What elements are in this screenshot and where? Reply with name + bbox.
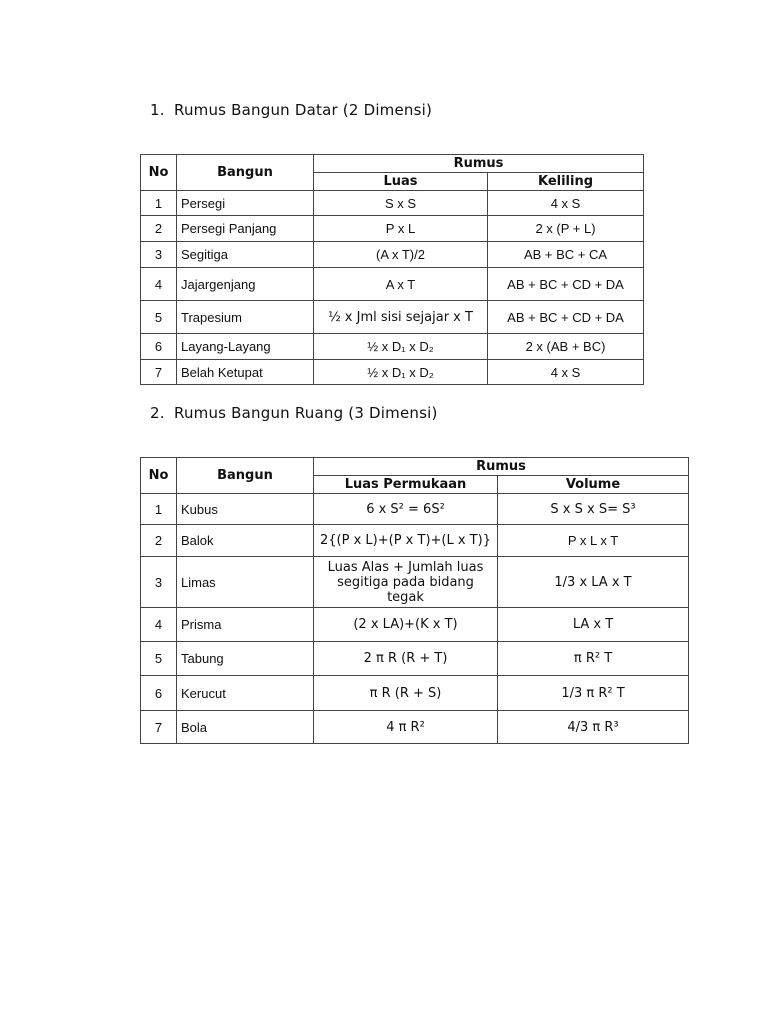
table-row bbox=[141, 711, 689, 744]
table-row bbox=[141, 642, 689, 676]
row-keliling: AB + BC + CD + DA bbox=[488, 301, 644, 334]
header-luas-permukaan: Luas Permukaan bbox=[314, 476, 498, 494]
section-1-title-text: Rumus Bangun Datar (2 Dimensi) bbox=[174, 101, 433, 119]
row-bangun: Persegi Panjang bbox=[177, 216, 314, 242]
table-row bbox=[141, 242, 644, 268]
row-volume: 1/3 π R² T bbox=[498, 676, 689, 711]
row-luas: A x T bbox=[314, 268, 488, 301]
row-bangun: Balok bbox=[177, 525, 314, 557]
row-volume: S x S x S= S³ bbox=[498, 494, 689, 525]
table-row bbox=[141, 360, 644, 385]
row-luas: ½ x D₁ x D₂ bbox=[314, 360, 488, 385]
row-no: 5 bbox=[141, 301, 177, 334]
section-1-number: 1. bbox=[150, 101, 165, 119]
header-rumus: Rumus bbox=[314, 155, 644, 173]
table-row bbox=[141, 268, 644, 301]
table-bangun-ruang bbox=[140, 457, 689, 744]
row-luas-permukaan: 2 π R (R + T) bbox=[314, 642, 498, 676]
table-row bbox=[141, 301, 644, 334]
row-no: 5 bbox=[141, 642, 177, 676]
header-no: No bbox=[141, 155, 177, 191]
table-row bbox=[141, 676, 689, 711]
row-no: 2 bbox=[141, 525, 177, 557]
row-luas-permukaan: (2 x LA)+(K x T) bbox=[314, 608, 498, 642]
row-keliling: AB + BC + CD + DA bbox=[488, 268, 644, 301]
row-luas: ½ x D₁ x D₂ bbox=[314, 334, 488, 360]
row-volume: 1/3 x LA x T bbox=[498, 557, 689, 608]
row-bangun: Layang-Layang bbox=[177, 334, 314, 360]
table-row bbox=[141, 334, 644, 360]
header-volume: Volume bbox=[498, 476, 689, 494]
row-keliling: 2 x (P + L) bbox=[488, 216, 644, 242]
table-bangun-datar bbox=[140, 154, 644, 385]
row-no: 6 bbox=[141, 676, 177, 711]
row-no: 4 bbox=[141, 608, 177, 642]
row-bangun: Prisma bbox=[177, 608, 314, 642]
row-volume: 4/3 π R³ bbox=[498, 711, 689, 744]
row-keliling: 2 x (AB + BC) bbox=[488, 334, 644, 360]
header-rumus: Rumus bbox=[314, 458, 689, 476]
table-row bbox=[141, 557, 689, 608]
row-bangun: Belah Ketupat bbox=[177, 360, 314, 385]
row-bangun: Bola bbox=[177, 711, 314, 744]
row-luas: S x S bbox=[314, 191, 488, 216]
row-keliling: AB + BC + CA bbox=[488, 242, 644, 268]
table-row bbox=[141, 216, 644, 242]
row-luas-permukaan: 4 π R² bbox=[314, 711, 498, 744]
row-luas-permukaan: Luas Alas + Jumlah luas segitiga pada bidang tegak bbox=[314, 557, 498, 608]
header-bangun: Bangun bbox=[177, 155, 314, 191]
row-keliling: 4 x S bbox=[488, 360, 644, 385]
section-2-number: 2. bbox=[150, 404, 165, 422]
row-no: 2 bbox=[141, 216, 177, 242]
row-volume: P x L x T bbox=[498, 525, 689, 557]
row-volume: LA x T bbox=[498, 608, 689, 642]
row-luas-permukaan: 6 x S² = 6S² bbox=[314, 494, 498, 525]
row-bangun: Limas bbox=[177, 557, 314, 608]
row-no: 4 bbox=[141, 268, 177, 301]
section-2-title-text: Rumus Bangun Ruang (3 Dimensi) bbox=[174, 404, 438, 422]
header-no: No bbox=[141, 458, 177, 494]
row-luas: (A x T)/2 bbox=[314, 242, 488, 268]
row-no: 7 bbox=[141, 711, 177, 744]
row-bangun: Trapesium bbox=[177, 301, 314, 334]
row-luas: ½ x Jml sisi sejajar x T bbox=[314, 301, 488, 334]
table-row bbox=[141, 494, 689, 525]
row-no: 1 bbox=[141, 494, 177, 525]
header-bangun: Bangun bbox=[177, 458, 314, 494]
row-bangun: Jajargenjang bbox=[177, 268, 314, 301]
section-1-title bbox=[150, 101, 432, 119]
row-volume: π R² T bbox=[498, 642, 689, 676]
row-bangun: Tabung bbox=[177, 642, 314, 676]
row-luas-permukaan: π R (R + S) bbox=[314, 676, 498, 711]
table-row bbox=[141, 191, 644, 216]
row-luas-permukaan: 2{(P x L)+(P x T)+(L x T)} bbox=[314, 525, 498, 557]
row-keliling: 4 x S bbox=[488, 191, 644, 216]
row-bangun: Kubus bbox=[177, 494, 314, 525]
row-no: 7 bbox=[141, 360, 177, 385]
header-luas: Luas bbox=[314, 173, 488, 191]
row-luas: P x L bbox=[314, 216, 488, 242]
table-row bbox=[141, 525, 689, 557]
row-bangun: Segitiga bbox=[177, 242, 314, 268]
row-no: 3 bbox=[141, 557, 177, 608]
row-no: 3 bbox=[141, 242, 177, 268]
header-keliling: Keliling bbox=[488, 173, 644, 191]
row-bangun: Persegi bbox=[177, 191, 314, 216]
section-2-title bbox=[150, 404, 438, 422]
row-bangun: Kerucut bbox=[177, 676, 314, 711]
row-no: 6 bbox=[141, 334, 177, 360]
table-row bbox=[141, 608, 689, 642]
row-no: 1 bbox=[141, 191, 177, 216]
